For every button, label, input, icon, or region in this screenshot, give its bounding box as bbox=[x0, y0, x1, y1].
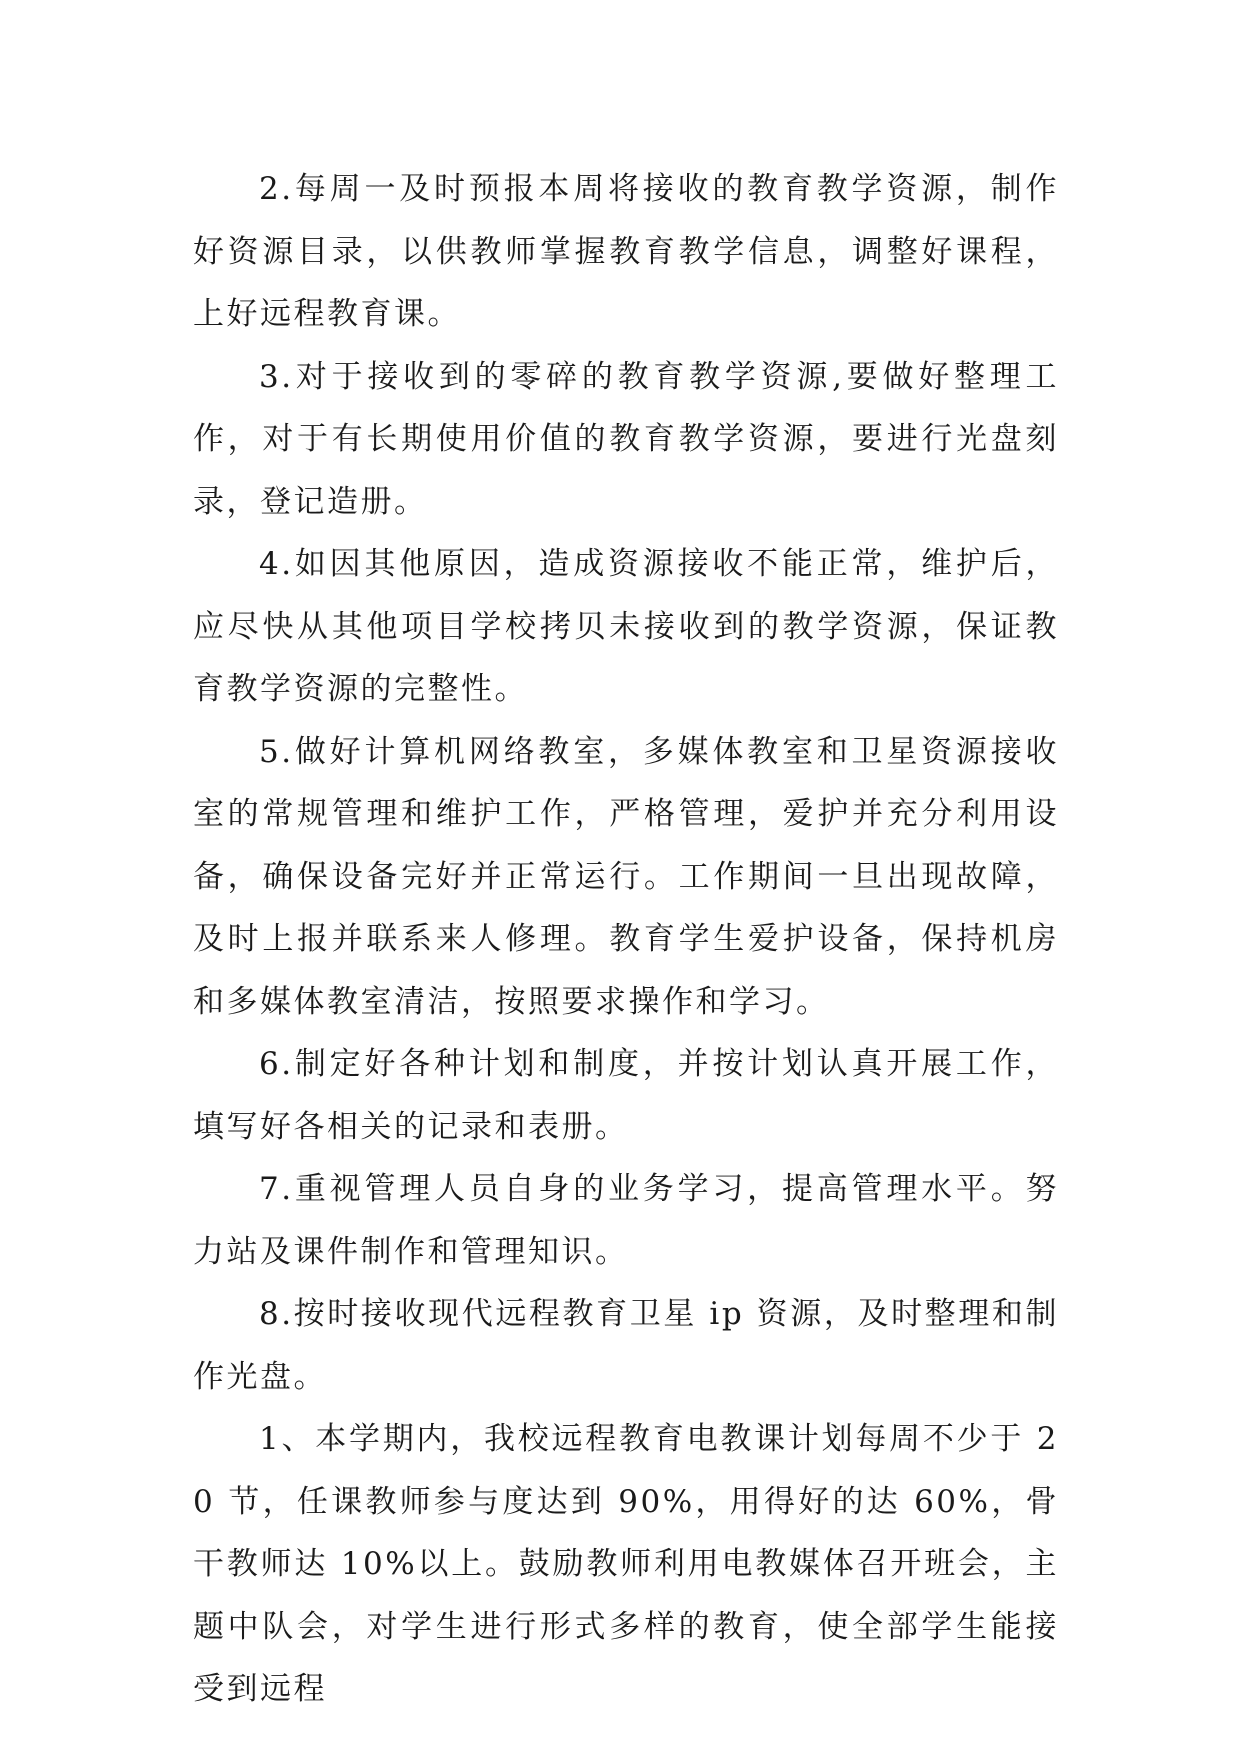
paragraph-item-2: 2.每周一及时预报本周将接收的教育教学资源，制作好资源目录，以供教师掌握教育教学信息，调整好课程，上好远程教育课。 bbox=[193, 171, 1059, 332]
paragraph-item-3: 3.对于接收到的零碎的教育教学资源,要做好整理工作，对于有长期使用价值的教育教学资源，要进行光盘刻录，登记造册。 bbox=[193, 358, 1059, 520]
paragraph-item-6: 6.制定好各种计划和制度，并按计划认真开展工作，填写好各相关的记录和表册。 bbox=[193, 1046, 1059, 1145]
paragraph-item-8: 8.按时接收现代远程教育卫星 ip 资源，及时整理和制作光盘。 bbox=[193, 1296, 1059, 1395]
paragraph-item-1: 1、本学期内，我校远程教育电教课计划每周不少于 20 节，任课教师参与度达到 90%，用得好的达 60%，骨干教师达 10%以上。鼓励教师利用电教媒体召开班会，主题中队会，对学生进行形式多样的教育，使全部学生能接受到远程 bbox=[193, 1421, 1059, 1707]
paragraph-item-4: 4.如因其他原因，造成资源接收不能正常，维护后，应尽快从其他项目学校拷贝未接收到的教学资源，保证教育教学资源的完整性。 bbox=[193, 546, 1059, 707]
paragraph-item-5: 5.做好计算机网络教室，多媒体教室和卫星资源接收室的常规管理和维护工作，严格管理，爱护并充分利用设备，确保设备完好并正常运行。工作期间一旦出现故障，及时上报并联系来人修理。教育学生爱护设备，保持机房和多媒体教室清洁，按照要求操作和学习。 bbox=[193, 733, 1059, 1020]
paragraph-item-7: 7.重视管理人员自身的业务学习，提高管理水平。努力站及课件制作和管理知识。 bbox=[193, 1171, 1059, 1270]
document-body bbox=[193, 158, 1059, 1721]
